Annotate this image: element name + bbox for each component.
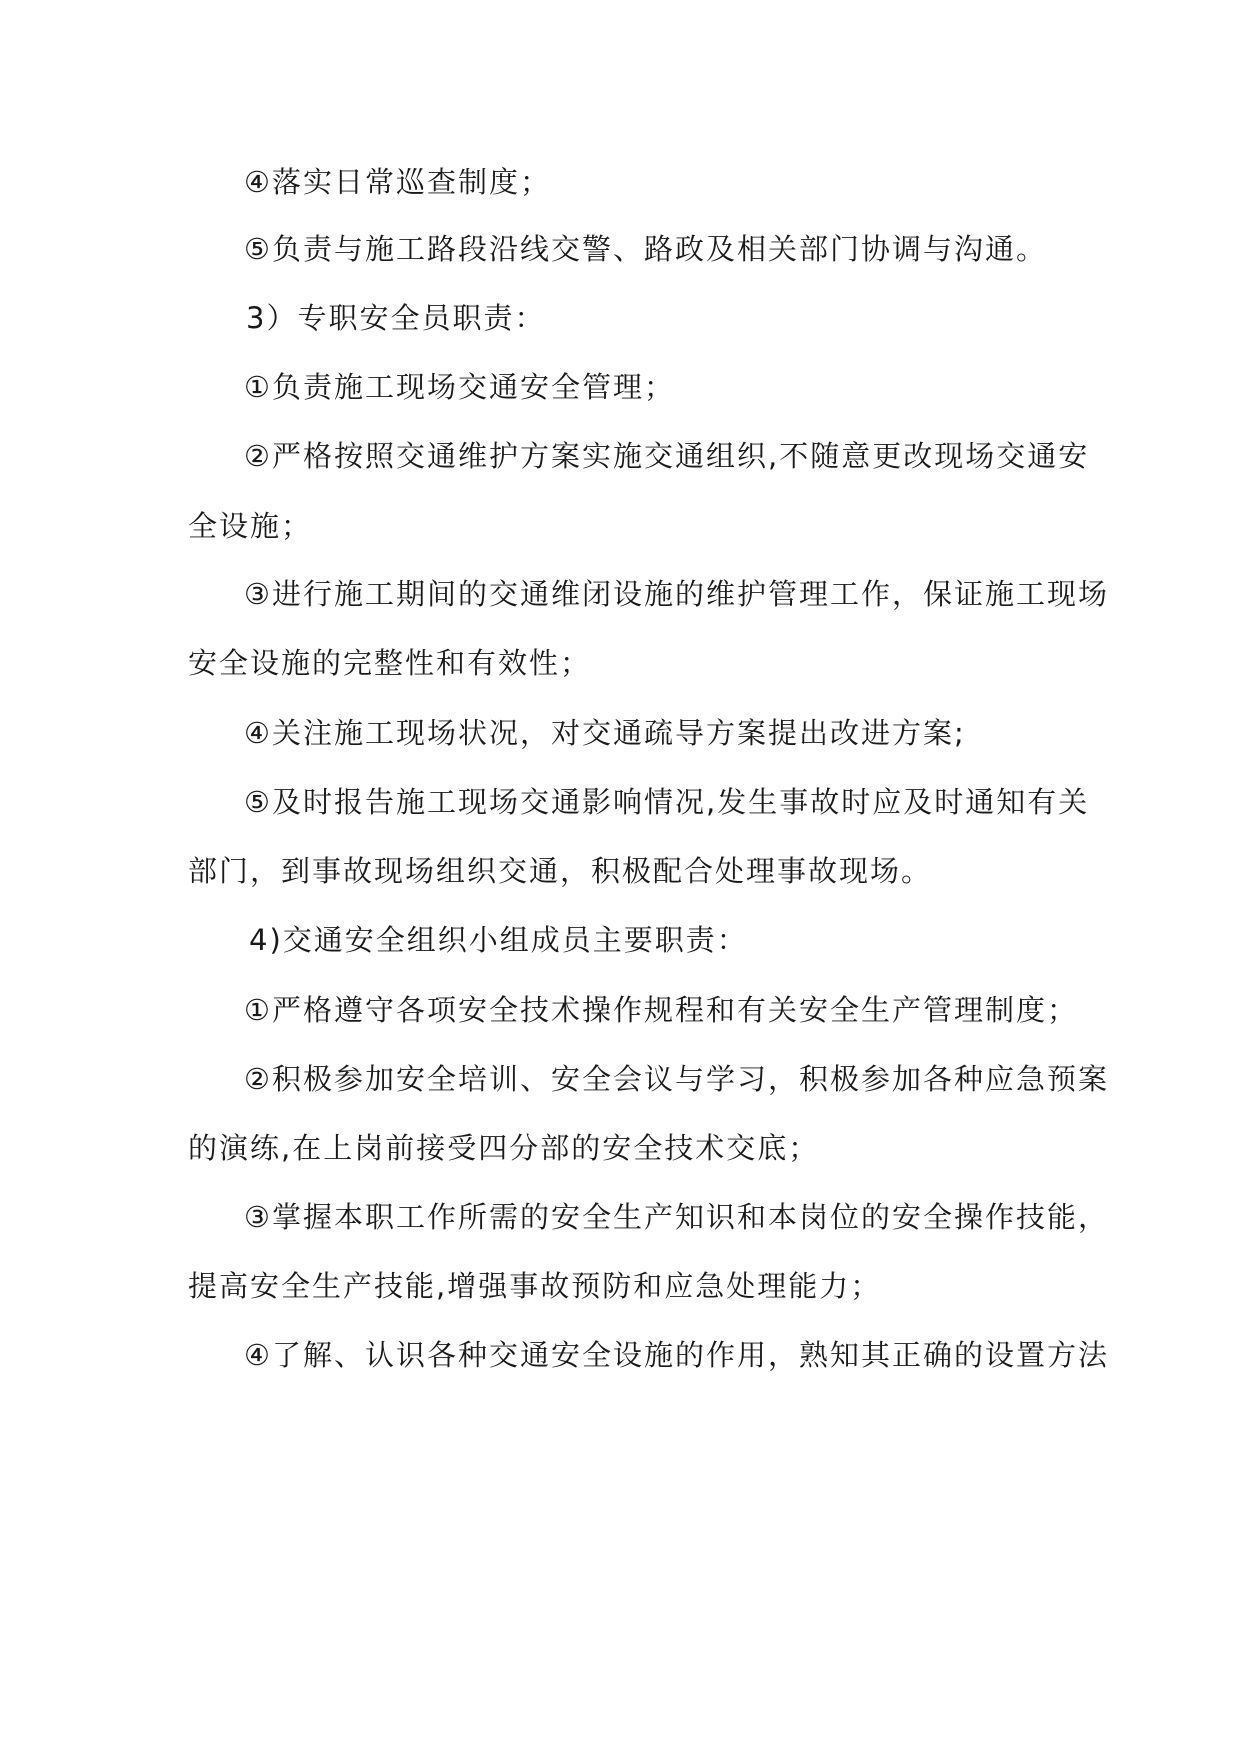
team-duty-3-cont: 提高安全生产技能,增强事故预防和应急处理能力； [188, 1269, 882, 1303]
team-duty-3: ③掌握本职工作所需的安全生产知识和本岗位的安全操作技能， [244, 1200, 1109, 1234]
team-duty-2: ②积极参加安全培训、安全会议与学习，积极参加各种应急预案 [244, 1062, 1109, 1096]
safety-officer-duty-3: ③进行施工期间的交通维闭设施的维护管理工作，保证施工现场 [244, 577, 1109, 611]
duty-line-4-patrol: ④落实日常巡查制度； [244, 165, 551, 199]
duty-line-5-coordination: ⑤负责与施工路段沿线交警、路政及相关部门协调与沟通。 [244, 232, 1047, 266]
safety-officer-duty-1: ①负责施工现场交通安全管理； [244, 370, 675, 404]
safety-officer-duty-2: ②严格按照交通维护方案实施交通组织,不随意更改现场交通安 [244, 439, 1090, 473]
section-heading-team-members: 4)交通安全组织小组成员主要职责： [249, 923, 748, 957]
safety-officer-duty-2-cont: 全设施； [188, 509, 313, 543]
safety-officer-duty-5-cont: 部门，到事故现场组织交通，积极配合处理事故现场。 [188, 854, 933, 888]
team-duty-1: ①严格遵守各项安全技术操作规程和有关安全生产管理制度； [244, 993, 1078, 1027]
safety-officer-duty-5: ⑤及时报告施工现场交通影响情况,发生事故时应及时通知有关 [244, 785, 1090, 819]
section-heading-safety-officer: 3）专职安全员职责： [246, 301, 546, 335]
safety-officer-duty-4: ④关注施工现场状况，对交通疏导方案提出改进方案; [244, 716, 966, 750]
team-duty-4: ④了解、认识各种交通安全设施的作用，熟知其正确的设置方法 [244, 1338, 1109, 1372]
safety-officer-duty-3-cont: 安全设施的完整性和有效性； [188, 646, 592, 680]
team-duty-2-cont: 的演练,在上岗前接受四分部的安全技术交底； [188, 1131, 820, 1165]
